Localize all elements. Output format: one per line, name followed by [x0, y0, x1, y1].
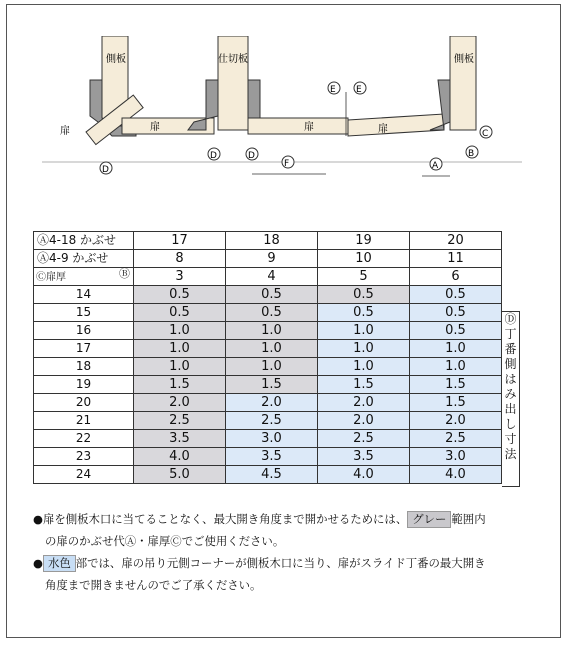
table-cell: 3.5 — [226, 448, 318, 466]
corner-left: Ⓒ扉厚 — [36, 272, 66, 283]
table-cell: 1.5 — [226, 376, 318, 394]
header-value: 8 — [134, 250, 226, 268]
table-cell: 3.0 — [226, 430, 318, 448]
svg-text:D: D — [210, 151, 217, 161]
table-cell: 2.0 — [318, 394, 410, 412]
svg-text:F: F — [284, 159, 290, 169]
table-cell: 1.0 — [410, 340, 502, 358]
corner-right: Ⓑ — [119, 267, 130, 280]
table-row — [34, 304, 502, 322]
table-cell: 5.0 — [134, 466, 226, 484]
svg-text:A: A — [432, 161, 439, 171]
table-cell: 1.0 — [318, 340, 410, 358]
hinge-diagram — [42, 36, 522, 196]
table-cell: 1.5 — [410, 376, 502, 394]
table-row — [34, 394, 502, 412]
header-value: 18 — [226, 232, 318, 250]
header-label: Ⓐ4-9 かぶせ — [34, 250, 134, 268]
left-panel-label: 側板 — [106, 54, 126, 65]
header-value: 17 — [134, 232, 226, 250]
right-panel-label: 側板 — [454, 54, 474, 65]
table-cell: 0.5 — [318, 304, 410, 322]
table-cell: 1.0 — [134, 322, 226, 340]
table-cell: 0.5 — [226, 286, 318, 304]
table-cell: 1.5 — [134, 376, 226, 394]
table-cell: 2.0 — [318, 412, 410, 430]
side-char: は — [504, 372, 517, 386]
table-cell: 1.0 — [134, 358, 226, 376]
note-2-cont: 角度まで開きませんのでご了承ください。 — [45, 578, 262, 592]
table-cell: 2.0 — [410, 412, 502, 430]
row-thickness: 18 — [34, 358, 134, 376]
table-cell: 1.5 — [410, 394, 502, 412]
table-cell: 1.0 — [318, 322, 410, 340]
row-thickness: 21 — [34, 412, 134, 430]
side-char: 番 — [504, 342, 517, 356]
corner-cell — [34, 268, 134, 286]
header-value: 20 — [410, 232, 502, 250]
row-thickness: 19 — [34, 376, 134, 394]
side-char: 出 — [504, 402, 517, 416]
table-cell: 2.5 — [134, 412, 226, 430]
header-row — [34, 250, 502, 268]
table-row — [34, 430, 502, 448]
svg-text:C: C — [482, 129, 489, 139]
table-cell: 1.0 — [134, 340, 226, 358]
door-right-label: 扉 — [378, 124, 388, 135]
notes — [33, 508, 553, 596]
svg-text:E: E — [356, 85, 362, 95]
side-char: し — [504, 417, 517, 431]
header-row — [34, 232, 502, 250]
note-2: ● 水色 部では、扉の吊り元側コーナーが側板木口に当り、扉がスライド丁番の最大開き — [33, 556, 486, 570]
header-value: 9 — [226, 250, 318, 268]
row-thickness: 17 — [34, 340, 134, 358]
table-cell: 2.0 — [226, 394, 318, 412]
side-char: み — [504, 387, 517, 401]
thickness-row — [34, 268, 502, 286]
table-cell: 1.0 — [410, 358, 502, 376]
table-cell: 1.5 — [318, 376, 410, 394]
table-row — [34, 358, 502, 376]
header-value: 19 — [318, 232, 410, 250]
header-value: 11 — [410, 250, 502, 268]
svg-text:D: D — [102, 165, 109, 175]
table-cell: 1.0 — [226, 340, 318, 358]
row-thickness: 16 — [34, 322, 134, 340]
door-right — [348, 114, 444, 136]
table-row — [34, 412, 502, 430]
header-value: 10 — [318, 250, 410, 268]
table-cell: 0.5 — [410, 286, 502, 304]
row-thickness: 14 — [34, 286, 134, 304]
svg-text:D: D — [248, 151, 255, 161]
left-door-label: 扉 — [60, 126, 70, 137]
table-row — [34, 448, 502, 466]
table-cell: 2.5 — [410, 430, 502, 448]
thickness-value: 5 — [318, 268, 410, 286]
table-cell: 4.0 — [410, 466, 502, 484]
svg-text:B: B — [468, 149, 475, 159]
table-cell: 1.0 — [318, 358, 410, 376]
row-thickness: 23 — [34, 448, 134, 466]
table-cell: 0.5 — [226, 304, 318, 322]
right-side-panel — [450, 36, 476, 130]
side-char: 法 — [504, 447, 517, 461]
header-label: Ⓐ4-18 かぶせ — [34, 232, 134, 250]
table-cell: 0.5 — [410, 304, 502, 322]
table-cell: 3.5 — [134, 430, 226, 448]
svg-text:E: E — [330, 85, 336, 95]
table-cell: 3.0 — [410, 448, 502, 466]
note-1-cont: の扉のかぶせ代Ⓐ・扉厚Ⓒでご使用ください。 — [45, 534, 285, 548]
side-char: 丁 — [504, 327, 517, 341]
table-cell: 1.0 — [226, 322, 318, 340]
table-row — [34, 376, 502, 394]
row-thickness: 15 — [34, 304, 134, 322]
partition-label: 仕切板 — [218, 54, 248, 65]
table-row — [34, 340, 502, 358]
blue-tag: 水色 — [43, 555, 76, 572]
table-cell: 0.5 — [318, 286, 410, 304]
table-cell: 2.5 — [226, 412, 318, 430]
table-row — [34, 322, 502, 340]
thickness-value: 4 — [226, 268, 318, 286]
door-center-label: 扉 — [304, 122, 314, 133]
side-char: 側 — [504, 357, 517, 371]
thickness-value: 6 — [410, 268, 502, 286]
door-center — [248, 118, 348, 134]
table-cell: 3.5 — [318, 448, 410, 466]
note-1: ●扉を側板木口に当てることなく、最大開き角度まで開かせるためには、 グレー 範囲内 — [33, 512, 486, 526]
table-cell: 4.5 — [226, 466, 318, 484]
table-cell: 4.0 — [318, 466, 410, 484]
table-cell: 2.5 — [318, 430, 410, 448]
gray-tag: グレー — [407, 511, 451, 528]
table-row — [34, 286, 502, 304]
row-thickness: 20 — [34, 394, 134, 412]
table-cell: 2.0 — [134, 394, 226, 412]
overlay-table — [33, 231, 502, 484]
table-cell: 0.5 — [134, 286, 226, 304]
thickness-value: 3 — [134, 268, 226, 286]
side-label-d — [502, 311, 520, 487]
row-thickness: 22 — [34, 430, 134, 448]
side-char: 寸 — [504, 432, 517, 446]
table-cell: 4.0 — [134, 448, 226, 466]
row-thickness: 24 — [34, 466, 134, 484]
table-row — [34, 466, 502, 484]
table-cell: 0.5 — [410, 322, 502, 340]
table-cell: 1.0 — [226, 358, 318, 376]
table-cell: 0.5 — [134, 304, 226, 322]
partition — [218, 36, 248, 130]
door-middle-label: 扉 — [150, 122, 160, 133]
side-char: Ⓓ — [504, 312, 517, 326]
